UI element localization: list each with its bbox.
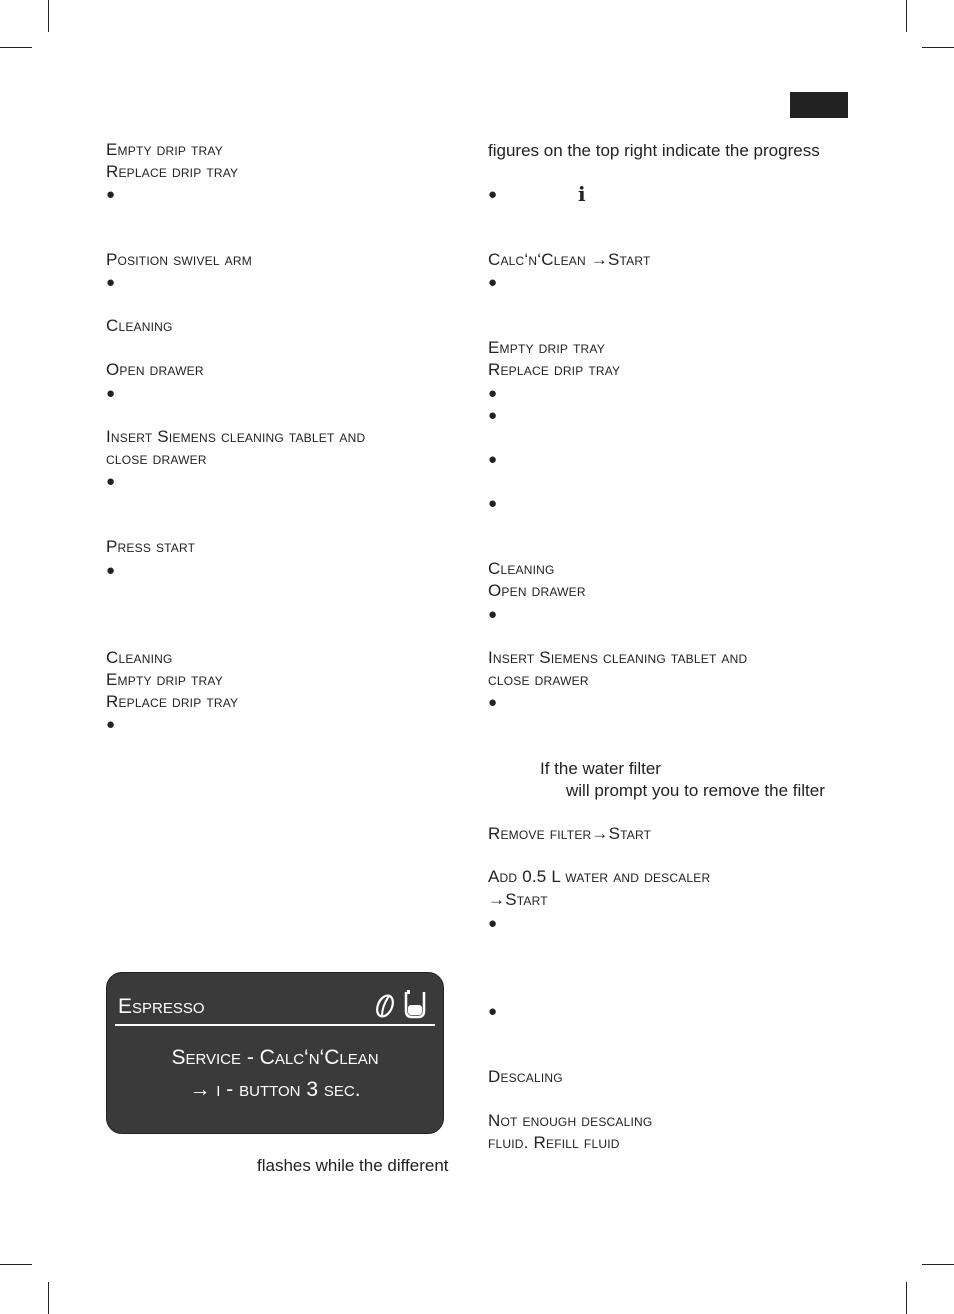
crop-mark xyxy=(906,0,907,32)
display-status-icons xyxy=(373,989,429,1021)
left-heading-cleaning-2: Cleaning xyxy=(106,648,173,667)
left-heading-press-start: Press start xyxy=(106,537,196,556)
left-heading-close-drawer: close drawer xyxy=(106,449,207,468)
bullet-icon: ● xyxy=(488,606,498,623)
bullet-icon: ● xyxy=(106,186,116,203)
right-intro-text: figures on the top right indicate the progress xyxy=(488,141,820,160)
left-heading-replace-drip-tray-2: Replace drip tray xyxy=(106,692,239,711)
bullet-icon: ● xyxy=(106,274,116,291)
right-heading-open-drawer: Open drawer xyxy=(488,581,586,600)
bullet-icon: ● xyxy=(488,694,498,711)
left-heading-position-swivel-arm: Position swivel arm xyxy=(106,250,252,269)
right-heading-close-drawer: close drawer xyxy=(488,670,589,689)
crop-mark xyxy=(922,47,954,48)
right-heading-calc-n-clean-start: Calc‘n‘Clean →Start xyxy=(488,250,651,269)
coffee-bean-icon xyxy=(374,993,396,1019)
display-divider xyxy=(115,1024,435,1026)
bullet-icon: ● xyxy=(488,186,498,203)
cup-icon xyxy=(406,990,424,1017)
display-caption: flashes while the different xyxy=(257,1156,449,1175)
info-button-icon: i xyxy=(578,182,586,206)
bullet-icon: ● xyxy=(488,1003,498,1020)
left-heading-insert-tablet: Insert Siemens cleaning tablet and xyxy=(106,427,366,446)
left-heading-cleaning: Cleaning xyxy=(106,316,173,335)
water-filter-note: If the water filter xyxy=(540,759,661,778)
crop-mark xyxy=(48,0,49,32)
crop-mark xyxy=(0,47,32,48)
bullet-icon: ● xyxy=(106,473,116,490)
crop-mark xyxy=(906,1282,907,1314)
right-heading-descaling: Descaling xyxy=(488,1067,563,1086)
right-heading-add-water-descaler: Add 0.5 L water and descaler xyxy=(488,867,711,886)
bullet-icon: ● xyxy=(488,915,498,932)
right-heading-empty-drip-tray: Empty drip tray xyxy=(488,338,605,357)
bullet-icon: ● xyxy=(488,495,498,512)
bullet-icon: ● xyxy=(488,274,498,291)
right-heading-start: →Start xyxy=(488,890,548,909)
right-heading-refill-fluid: fluid. Refill fluid xyxy=(488,1133,620,1152)
left-heading-empty-drip-tray: Empty drip tray xyxy=(106,140,223,159)
display-title: Espresso xyxy=(118,995,205,1018)
display-button-line: → i - button 3 sec. xyxy=(189,1078,361,1101)
language-tab xyxy=(790,92,848,118)
bullet-icon: ● xyxy=(106,716,116,733)
bullet-icon: ● xyxy=(106,562,116,579)
right-heading-remove-filter-start: Remove filter→Start xyxy=(488,824,652,843)
right-heading-replace-drip-tray: Replace drip tray xyxy=(488,360,621,379)
crop-mark xyxy=(0,1264,32,1265)
left-heading-open-drawer: Open drawer xyxy=(106,360,204,379)
bullet-icon: ● xyxy=(488,451,498,468)
right-heading-not-enough-descaling: Not enough descaling xyxy=(488,1111,653,1130)
water-filter-note-2: will prompt you to remove the filter xyxy=(566,781,825,800)
left-heading-replace-drip-tray: Replace drip tray xyxy=(106,162,239,181)
crop-mark xyxy=(922,1264,954,1265)
display-service-line: Service - Calc‘n‘Clean xyxy=(171,1046,379,1069)
bullet-icon: ● xyxy=(488,385,498,402)
machine-display-panel xyxy=(106,972,444,1134)
bullet-icon: ● xyxy=(488,407,498,424)
right-heading-insert-tablet: Insert Siemens cleaning tablet and xyxy=(488,648,748,667)
bullet-icon: ● xyxy=(106,385,116,402)
crop-mark xyxy=(48,1282,49,1314)
left-heading-empty-drip-tray-2: Empty drip tray xyxy=(106,670,223,689)
right-heading-cleaning: Cleaning xyxy=(488,559,555,578)
